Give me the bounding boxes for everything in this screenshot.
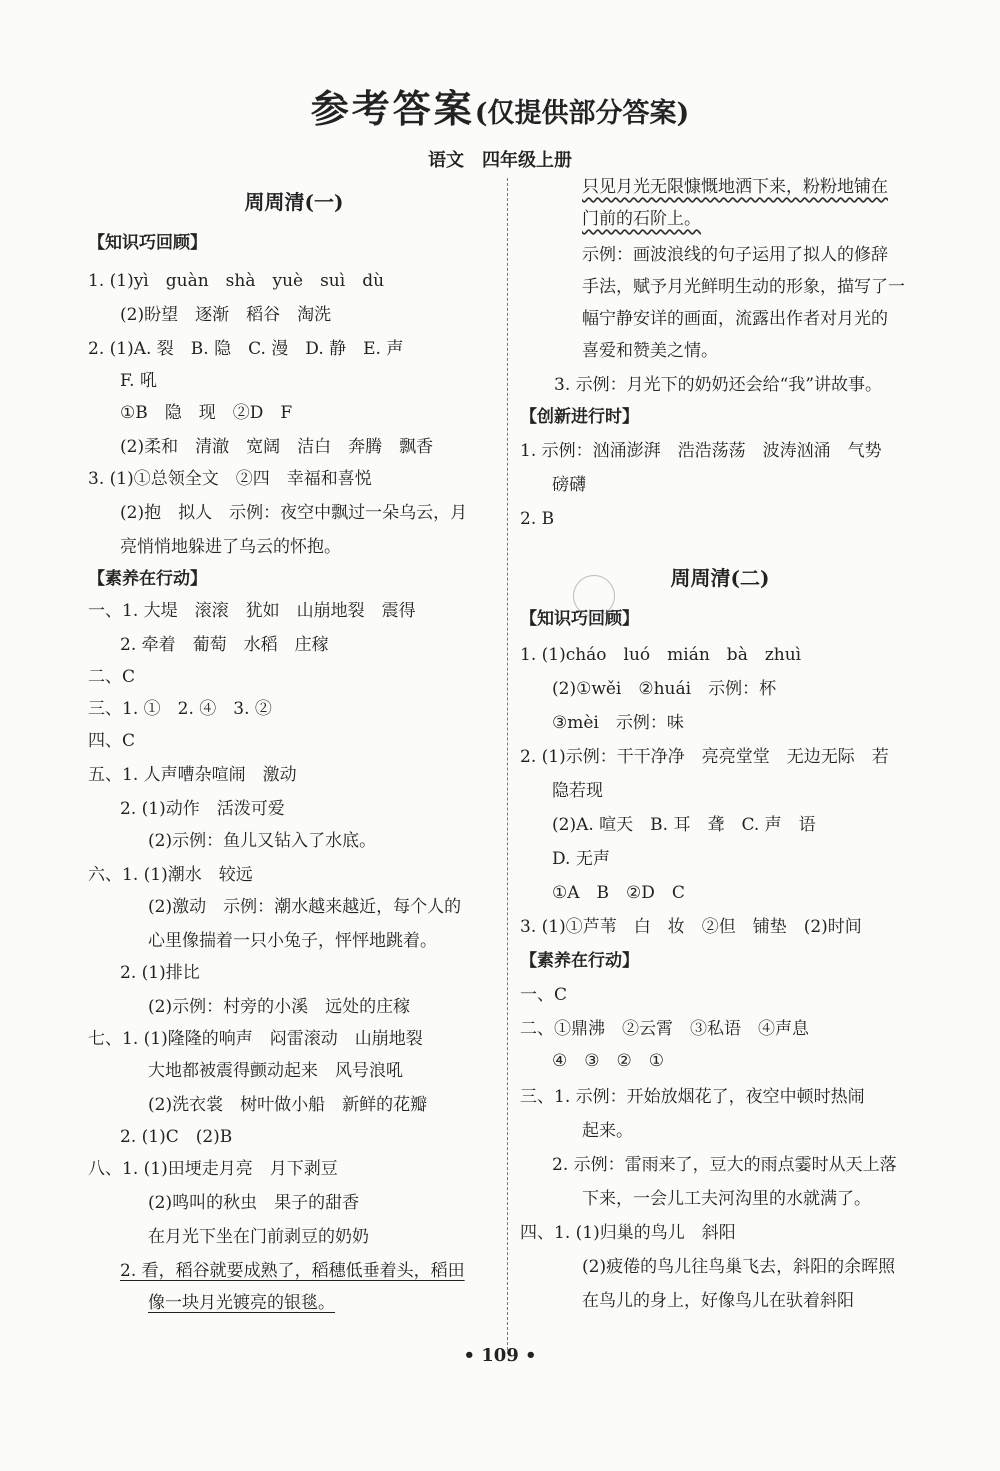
- answer-line: (2)鸣叫的秋虫 果子的甜香: [148, 1193, 360, 1213]
- answer-line: (2)①wěi ②huái 示例：杯: [552, 679, 777, 699]
- answer-line: 六、1. (1)潮水 较远: [88, 865, 253, 885]
- answer-line: 一、1. 大堤 滚滚 犹如 山崩地裂 震得: [88, 601, 416, 621]
- answer-line: 2. (1)C (2)B: [120, 1127, 233, 1147]
- answer-line: 2. (1)排比: [120, 963, 200, 983]
- answer-line: 心里像揣着一只小兔子，怦怦地跳着。: [148, 931, 437, 951]
- answer-line: 2. (1)A. 裂 B. 隐 C. 漫 D. 静 E. 声: [88, 339, 404, 359]
- answer-line: 喜爱和赞美之情。: [582, 341, 718, 361]
- answer-line: 【创新进行时】: [520, 407, 639, 427]
- answer-line: 四、C: [88, 731, 136, 751]
- answer-line: 【素养在行动】: [520, 951, 639, 971]
- answer-line: 下来，一会儿工夫河沟里的水就满了。: [582, 1189, 871, 1209]
- answer-line: (2)疲倦的鸟儿往鸟巢飞去，斜阳的余晖照: [582, 1257, 896, 1277]
- answer-line: 2. 示例：雷雨来了，豆大的雨点霎时从天上落: [552, 1155, 897, 1175]
- answer-line: ①B 隐 现 ②D F: [120, 403, 293, 423]
- answer-line: 四、1. (1)归巢的鸟儿 斜阳: [520, 1223, 736, 1243]
- watermark-logo: [840, 1365, 990, 1465]
- answer-line: 亮悄悄地躲进了乌云的怀抱。: [120, 537, 341, 557]
- answer-line: 【知识巧回顾】: [520, 609, 639, 629]
- answer-line: 磅礴: [552, 475, 586, 495]
- answer-line: 示例：画波浪线的句子运用了拟人的修辞: [582, 245, 888, 265]
- title-sub: (仅提供部分答案): [474, 98, 690, 129]
- answer-line: D. 无声: [552, 849, 610, 869]
- answer-line: 2. 看，稻谷就要成熟了，稻穗低垂着头，稻田: [120, 1261, 465, 1281]
- answer-line: 幅宁静安详的画面，流露出作者对月光的: [582, 309, 888, 329]
- answer-line: (2)抱 拟人 示例：夜空中飘过一朵乌云，月: [120, 503, 468, 523]
- answer-line: 3. (1)①总领全文 ②四 幸福和喜悦: [88, 469, 372, 489]
- answer-line: 大地都被震得颤动起来 风号浪吼: [148, 1061, 403, 1081]
- section-heading-week1: 周周清(一): [244, 190, 344, 214]
- answer-line: 像一块月光镀亮的银毯。: [148, 1293, 335, 1313]
- answer-line: 1. (1)cháo luó mián bà zhuì: [520, 645, 802, 665]
- answer-line: 二、①鼎沸 ②云霄 ③私语 ④声息: [520, 1019, 809, 1039]
- answer-line: F. 吼: [120, 371, 157, 391]
- answer-line: 3. (1)①芦苇 白 妆 ②但 铺垫 (2)时间: [520, 917, 862, 937]
- answer-line: ④ ③ ② ①: [552, 1051, 664, 1071]
- answer-line: 在月光下坐在门前剥豆的奶奶: [148, 1227, 369, 1247]
- answer-line: (2)A. 喧天 B. 耳 聋 C. 声 语: [552, 815, 816, 835]
- answer-line: 七、1. (1)隆隆的响声 闷雷滚动 山崩地裂: [88, 1029, 423, 1049]
- answer-line: (2)示例：村旁的小溪 远处的庄稼: [148, 997, 411, 1017]
- page-number: • 109 •: [463, 1345, 537, 1366]
- answer-line: 手法，赋予月光鲜明生动的形象，描写了一: [582, 277, 905, 297]
- answer-line: 隐若现: [552, 781, 603, 801]
- answer-line: 2. 牵着 葡萄 水稻 庄稼: [120, 635, 329, 655]
- answer-line: 二、C: [88, 667, 136, 687]
- answer-line: 3. 示例：月光下的奶奶还会给“我”讲故事。: [554, 375, 883, 395]
- answer-line: 【知识巧回顾】: [88, 233, 207, 253]
- answer-line: 【素养在行动】: [88, 569, 207, 589]
- answer-line: (2)激动 示例：潮水越来越近，每个人的: [148, 897, 462, 917]
- answer-line: (2)示例：鱼儿又钻入了水底。: [148, 831, 377, 851]
- answer-line: 1. (1)yì guàn shà yuè suì dù: [88, 271, 385, 291]
- answer-line: 2. (1)动作 活泼可爱: [120, 799, 285, 819]
- answer-line: 1. 示例：汹涌澎湃 浩浩荡荡 波涛汹涌 气势: [520, 441, 882, 461]
- subject-heading: 语文 四年级上册: [428, 150, 572, 171]
- answer-line: 起来。: [582, 1121, 633, 1141]
- answer-line: 2. (1)示例：干干净净 亮亮堂堂 无边无际 若: [520, 747, 889, 767]
- answer-line: (2)盼望 逐渐 稻谷 淘洗: [120, 305, 332, 325]
- answer-line: 一、C: [520, 985, 568, 1005]
- section-heading-week2: 周周清(二): [670, 566, 770, 590]
- answer-line: 只见月光无限慷慨地洒下来，粉粉地铺在: [582, 177, 888, 197]
- answer-line: (2)洗衣裳 树叶做小船 新鲜的花瓣: [148, 1095, 428, 1115]
- answer-line: 五、1. 人声嘈杂喧闹 激动: [88, 765, 297, 785]
- page-title: [0, 78, 1000, 133]
- answer-line: (2)柔和 清澈 宽阔 洁白 奔腾 飘香: [120, 437, 434, 457]
- column-divider: [507, 178, 508, 1350]
- answer-line: 在鸟儿的身上，好像鸟儿在驮着斜阳: [582, 1291, 854, 1311]
- answer-line: 2. B: [520, 509, 555, 529]
- answer-line: 门前的石阶上。: [582, 209, 701, 229]
- answer-line: 三、1. 示例：开始放烟花了，夜空中顿时热闹: [520, 1087, 865, 1107]
- answer-line: 八、1. (1)田埂走月亮 月下剥豆: [88, 1159, 338, 1179]
- answer-line: 三、1. ① 2. ④ 3. ②: [88, 699, 272, 719]
- answer-line: ③mèi 示例：味: [552, 713, 684, 733]
- title-main: 参考答案: [310, 86, 475, 131]
- answer-line: ①A B ②D C: [552, 883, 685, 903]
- stamp-mark: [573, 575, 615, 617]
